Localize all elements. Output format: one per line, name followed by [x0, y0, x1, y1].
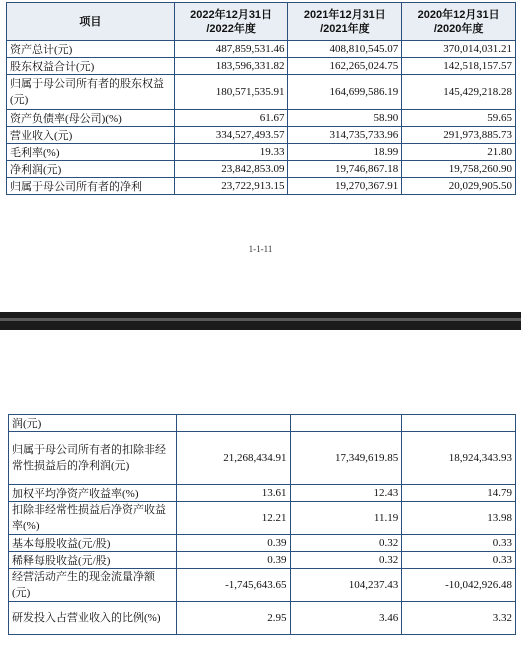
cell-2022: 61.67: [174, 110, 288, 127]
table-row: [9, 569, 516, 602]
cell-2020: 18,924,343.93: [402, 432, 516, 485]
table-row: [9, 485, 516, 502]
cell-2021: 18.99: [288, 144, 402, 161]
cell-2021: 162,265,024.75: [288, 58, 402, 75]
header-2021: [288, 3, 402, 41]
cell-2020: 291,973,885.73: [402, 127, 516, 144]
header-2020-line2: /2020年度: [433, 22, 484, 35]
cell-2020: 13.98: [402, 502, 516, 535]
row-label: 毛利率(%): [7, 144, 175, 161]
header-2020: [402, 3, 516, 41]
cell-2022: 12.21: [176, 502, 290, 535]
cell-2022: [176, 415, 290, 432]
page-divider: [0, 312, 521, 330]
table-row: [7, 144, 516, 161]
cell-2020: 59.65: [402, 110, 516, 127]
cell-2020: 145,429,218.28: [402, 75, 516, 110]
row-label: 归属于母公司所有者的扣除非经常性损益后的净利润(元): [9, 432, 177, 485]
table-row: [7, 178, 516, 195]
table-row: [7, 58, 516, 75]
cell-2020: 21.80: [402, 144, 516, 161]
cell-2021: 19,746,867.18: [288, 161, 402, 178]
table-header-row: [7, 3, 516, 41]
cell-2020: 0.33: [402, 535, 516, 552]
header-2021-line1: 2021年12月31日: [303, 8, 386, 21]
cell-2021: 3.46: [290, 602, 402, 635]
cell-2020: 19,758,260.90: [402, 161, 516, 178]
table-row: [9, 432, 516, 485]
row-label: 股东权益合计(元): [7, 58, 175, 75]
row-label: 加权平均净资产收益率(%): [9, 485, 177, 502]
cell-2022: 0.39: [176, 535, 290, 552]
financial-summary-table-continued: [8, 414, 516, 635]
cell-2021: 58.90: [288, 110, 402, 127]
table-row: [9, 415, 516, 432]
cell-2021: 11.19: [290, 502, 402, 535]
table-row: [9, 535, 516, 552]
cell-2022: 180,571,535.91: [174, 75, 288, 110]
cell-2022: 487,859,531.46: [174, 41, 288, 58]
cell-2021: 314,735,733.96: [288, 127, 402, 144]
header-2022-line1: 2022年12月31日: [190, 8, 273, 21]
cell-2022: -1,745,643.65: [176, 569, 290, 602]
header-2022-line2: /2022年度: [206, 22, 256, 35]
cell-2022: 0.39: [176, 552, 290, 569]
cell-2021: 12.43: [290, 485, 402, 502]
header-2021-line2: /2021年度: [320, 22, 370, 35]
cell-2020: 20,029,905.50: [402, 178, 516, 195]
row-label: 净利润(元): [7, 161, 175, 178]
row-label: 基本每股收益(元/股): [9, 535, 177, 552]
row-label: 研发投入占营业收入的比例(%): [9, 602, 177, 635]
cell-2022: 334,527,493.57: [174, 127, 288, 144]
table-row: [7, 161, 516, 178]
page-number: 1-1-11: [248, 244, 273, 254]
cell-2021: 17,349,619.85: [290, 432, 402, 485]
row-label: 营业收入(元): [7, 127, 175, 144]
cell-2022: 13.61: [176, 485, 290, 502]
table-row: [9, 502, 516, 535]
cell-2020: 142,518,157.57: [402, 58, 516, 75]
cell-2022: 183,596,331.82: [174, 58, 288, 75]
cell-2021: 0.32: [290, 552, 402, 569]
row-label: 经营活动产生的现金流量净额(元): [9, 569, 177, 602]
cell-2021: 19,270,367.91: [288, 178, 402, 195]
table-row: [7, 127, 516, 144]
cell-2020: -10,042,926.48: [402, 569, 516, 602]
table-row: [7, 75, 516, 110]
cell-2021: 164,699,586.19: [288, 75, 402, 110]
header-2022: [174, 3, 288, 41]
cell-2021: 408,810,545.07: [288, 41, 402, 58]
table-row: [9, 602, 516, 635]
cell-2020: 3.32: [402, 602, 516, 635]
cell-2022: 2.95: [176, 602, 290, 635]
cell-2022: 19.33: [174, 144, 288, 161]
cell-2020: 0.33: [402, 552, 516, 569]
cell-2020: 370,014,031.21: [402, 41, 516, 58]
table-row: [9, 552, 516, 569]
row-label: 稀释每股收益(元/股): [9, 552, 177, 569]
row-label: 归属于母公司所有者的股东权益(元): [7, 75, 175, 110]
row-label: 资产负债率(母公司)(%): [7, 110, 175, 127]
row-label: 润(元): [9, 415, 177, 432]
page-divider-highlight: [0, 318, 521, 321]
cell-2021: 104,237.43: [290, 569, 402, 602]
cell-2020: [402, 415, 516, 432]
cell-2021: 0.32: [290, 535, 402, 552]
table-row: [7, 110, 516, 127]
cell-2022: 23,722,913.15: [174, 178, 288, 195]
row-label: 归属于母公司所有者的净利: [7, 178, 175, 195]
cell-2020: 14.79: [402, 485, 516, 502]
cell-2022: 21,268,434.91: [176, 432, 290, 485]
header-item: 项目: [7, 3, 175, 41]
cell-2022: 23,842,853.09: [174, 161, 288, 178]
header-2020-line1: 2020年12月31日: [417, 8, 500, 21]
table-row: [7, 41, 516, 58]
row-label: 扣除非经常性损益后净资产收益率(%): [9, 502, 177, 535]
cell-2021: [290, 415, 402, 432]
row-label: 资产总计(元): [7, 41, 175, 58]
financial-summary-table: [6, 2, 516, 195]
